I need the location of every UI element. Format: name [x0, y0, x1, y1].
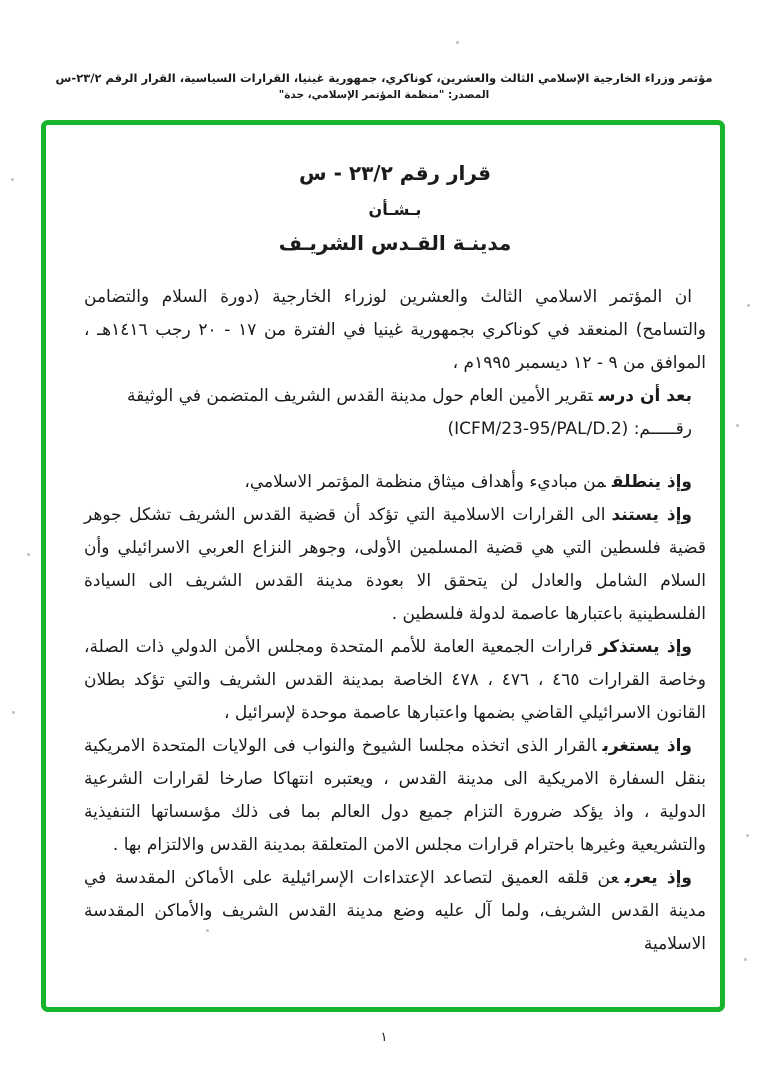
resolution-subject-title: مدينـة القـدس الشريـف: [278, 231, 512, 255]
resolution-number-title: قرار رقم ٢٣/٢ - س: [299, 161, 491, 185]
paragraph-text: عن قلقه العميق لتصاعد الإعتداءات الإسرائيلية على الأماكن المقدسة في مدينة القدس الشريف، ولما آل عليه وضع مدينة القدس الشريف والأماكن المقدسة الاسلامية: [84, 868, 706, 954]
paragraph-lead: وإذ يستند: [611, 505, 692, 525]
paragraph-guided-by: [84, 466, 706, 499]
scan-speck: [11, 178, 14, 181]
paragraph-lead: وإذ يعرب: [624, 868, 692, 888]
paragraph-text: ان المؤتمر الاسلامي الثالث والعشرين لوزراء الخارجية (دورة السلام والتضامن والتسامح) المنعقد في كوناكري بجمهورية غينيا في الفترة من ١٧ - ٢٠ رجب ١٤١٦هـ ، الموافق من ٩ - ١٢ ديسمبر ١٩٩٥م ،: [84, 287, 706, 373]
paragraph-deploring-congress-decision: [84, 730, 706, 862]
paragraph-lead: بعد أن درس: [598, 386, 692, 406]
document-header: [0, 71, 768, 101]
scan-speck: [736, 424, 739, 427]
paragraph-text: القرار الذى اتخذه مجلسا الشيوخ والنواب فى الولايات المتحدة الامريكية بنقل السفارة الامريكية الى مدينة القدس ، ويعتبره انتهاكا صارخا لقرارات الشرعية الدولية ، واذ يؤكد ضرورة التزام جميع دول العالم بما فى ذلك مؤسساتها التنفيذية والتشريعية وغيرها باحترام قرارات مجلس الامن المتعلقة بمدينة القدس والالتزام بها .: [84, 736, 706, 855]
header-conference-line: مؤتمر وزراء الخارجية الإسلامي الثالث والعشرين، كوناكري، جمهورية غينيا، القرارات السياسية، القرار الرقم ٢٣/٢-س: [55, 71, 713, 85]
paragraph-lead: وإذ يستذكر: [598, 637, 692, 657]
paragraph-text: من مباديء وأهداف ميثاق منظمة المؤتمر الاسلامي،: [244, 472, 606, 492]
paragraph-recalling-un-resolutions: [84, 631, 706, 730]
paragraph-text: قرارات الجمعية العامة للأمم المتحدة ومجلس الأمن الدولي ذات الصلة، وخاصة القرارات ٤٦٥ ، ٤٧٦ ، ٤٧٨ الخاصة بمدينة القدس الشريف والتي تؤكد بطلان القانون الاسرائيلي القاضي بضمها واعتبارها عاصمة موحدة لإسرائيل ،: [84, 637, 707, 723]
page-number: ١: [380, 1030, 388, 1045]
paragraph-text: تقرير الأمين العام حول مدينة القدس الشريف المتضمن في الوثيقة: [127, 386, 593, 406]
highlight-border-box: [41, 120, 725, 1012]
scan-speck: [456, 41, 459, 44]
scan-speck: [746, 834, 749, 837]
scan-speck: [12, 711, 15, 714]
paragraph-having-studied: [84, 380, 706, 413]
scan-speck: [27, 553, 30, 556]
paragraph-based-on-resolutions: [84, 499, 706, 631]
resolution-body: [84, 281, 706, 961]
resolution-title-block: [84, 161, 706, 255]
scan-speck: [747, 304, 750, 307]
resolution-regarding-label: بـشـأن: [368, 200, 422, 219]
resolution-content: [46, 125, 720, 1007]
paragraph-expressing-concern: [84, 862, 706, 961]
scan-speck: [206, 929, 209, 932]
paragraph-lead: واذ يستغرب: [602, 736, 692, 756]
paragraph-preamble: [84, 281, 706, 380]
header-source-line: المصدر: "منظمة المؤتمر الإسلامي، جدة": [278, 89, 490, 101]
document-number-line: رقـــــم: (ICFM/23-95/PAL/D.2): [447, 419, 692, 439]
scan-speck: [744, 958, 747, 961]
paragraph-text: الى القرارات الاسلامية التي تؤكد أن قضية القدس الشريف تشكل جوهر قضية فلسطين التي هي قضية المسلمين الأولى، وجوهر النزاع العربي الاسرائيلي وأن السلام الشامل والعادل لن يتحقق الا بعودة مدينة القدس الشريف الى السيادة الفلسطينية باعتبارها عاصمة لدولة فلسطين .: [84, 505, 706, 624]
paragraph-lead: وإذ ينطلق: [611, 472, 692, 492]
